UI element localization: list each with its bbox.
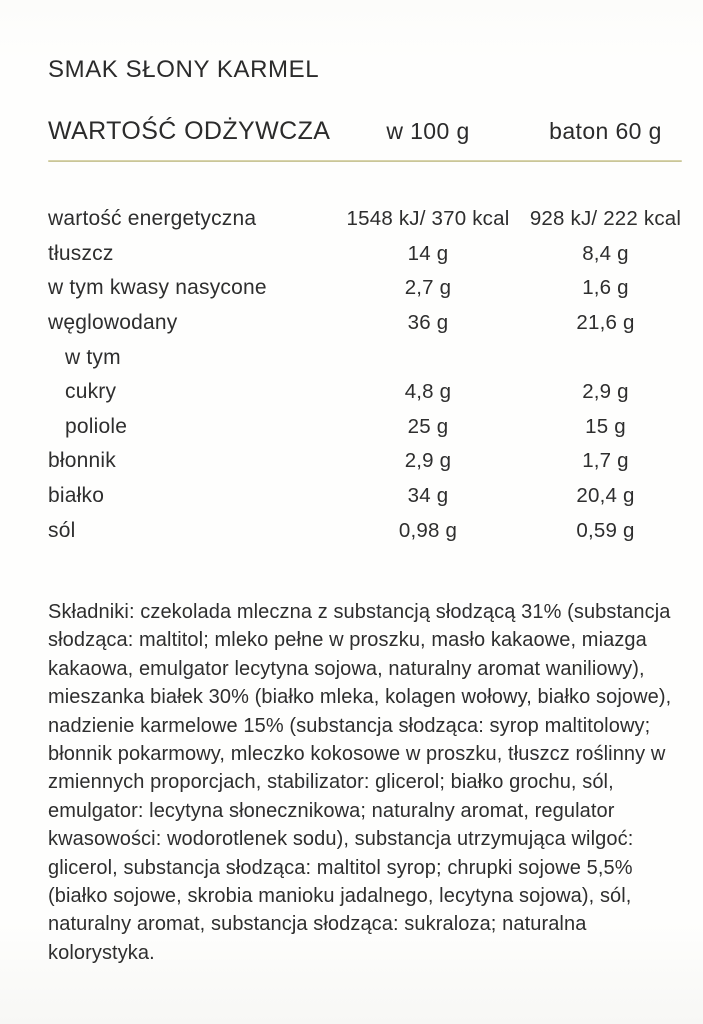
nutrient-name: w tym kwasy nasycone (48, 276, 267, 300)
nutrient-name: błonnik (48, 449, 116, 473)
nutrient-name: węglowodany (48, 311, 178, 335)
value-per-100g: 2,9 g (404, 449, 452, 473)
table-body (48, 202, 694, 548)
table-row-salt (48, 513, 694, 548)
nutrient-name: wartość energetyczna (48, 207, 257, 231)
value-per-bar: 15 g (585, 414, 626, 438)
table-row-of-which (48, 340, 694, 375)
header-divider (48, 160, 682, 162)
value-per-100g: 34 g (407, 484, 449, 508)
value-per-bar: 2,9 g (582, 380, 629, 404)
value-per-100g: 1548 kJ/ 370 kcal (346, 207, 510, 231)
nutrient-name: sól (48, 518, 76, 542)
nutrient-name: tłuszcz (48, 241, 114, 265)
value-per-bar: 1,7 g (582, 449, 629, 473)
value-per-100g: 0,98 g (398, 518, 458, 542)
ingredients-text: Składniki: czekolada mleczna z substancją słodzącą 31% (substancja słodząca: maltitol; mleko pełne w proszku, masło kakaowe, miazga kakaowa, emulgator lecytyna sojowa, naturalny aromat waniliowy), mieszanka białek 30% (białko mleka, kolagen wołowy, białko sojowe), nadzienie karmelowe 15% (substancja słodząca: syrop maltitolowy; błonnik pokarmowy, mleczko kokosowe w proszku, tłuszcz roślinny w zmiennych proporcjach, stabilizator: glicerol; białko grochu, sól, emulgator: lecytyna słonecznikowa; naturalny aromat, regulator kwasowości: wodorotlenek sodu), substancja utrzymująca wilgoć: glicerol, substancja słodząca: maltitol syrop; chrupki sojowe 5,5% (białko sojowe, skrobia manioku jadalnego, lecytyna sojowa), sól, naturalny aromat, substancja słodząca: sukraloza; naturalna kolorystyka. (48, 600, 672, 964)
table-row-carbohydrates (48, 306, 694, 341)
value-per-bar: 8,4 g (582, 241, 629, 265)
value-per-bar: 1,6 g (582, 276, 629, 300)
value-per-100g: 14 g (407, 241, 449, 265)
nutrient-name: w tym (65, 345, 121, 369)
table-row-sugars (48, 375, 694, 410)
table-row-protein (48, 479, 694, 514)
nutrition-table (48, 117, 694, 548)
table-header-per-100g: w 100 g (386, 118, 470, 144)
table-row-polyols (48, 410, 694, 445)
nutrient-name: białko (48, 484, 105, 508)
nutrient-name: poliole (65, 414, 128, 438)
table-row-energy (48, 202, 694, 237)
table-header-row (48, 117, 694, 146)
value-per-100g: 25 g (407, 414, 449, 438)
value-per-100g: 4,8 g (404, 380, 452, 404)
table-row-saturated-fat (48, 271, 694, 306)
table-header-per-bar: baton 60 g (549, 118, 662, 144)
value-per-bar: 20,4 g (576, 484, 635, 508)
value-per-bar: 0,59 g (576, 518, 635, 542)
value-per-100g: 36 g (407, 311, 449, 335)
flavor-title: SMAK SŁONY KARMEL (48, 56, 320, 83)
value-per-100g: 2,7 g (404, 276, 452, 300)
value-per-bar: 928 kJ/ 222 kcal (529, 207, 682, 231)
value-per-bar: 21,6 g (576, 311, 635, 335)
table-row-fat (48, 237, 694, 272)
table-header-name: WARTOŚĆ ODŻYWCZA (48, 117, 331, 145)
nutrient-name: cukry (65, 380, 117, 404)
table-row-fiber (48, 444, 694, 479)
